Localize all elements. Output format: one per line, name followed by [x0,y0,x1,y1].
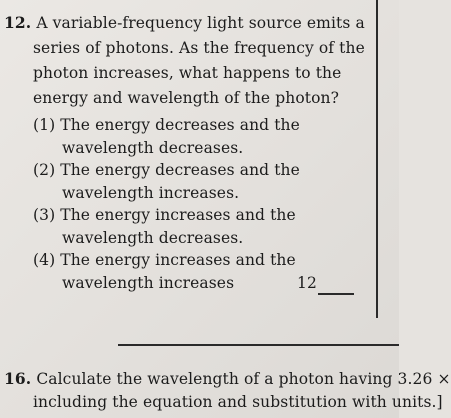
choice-3-line-2: wavelength decreases. [62,229,244,247]
choice-2-line-1: (2) The energy decreases and the [33,161,300,179]
choice-4-line-1: (4) The energy increases and the [33,251,296,269]
margin-rule [376,0,378,318]
question-12-stem-4: energy and wavelength of the photon? [33,89,340,107]
question-12-stem-3: photon increases, what happens to the [33,64,342,82]
question-12-line-1 [4,14,365,32]
question-12-stem-1: A variable-frequency light source emits a [36,14,365,32]
question-16-text-1: Calculate the wavelength of a photon having 3.26 × [36,370,451,388]
answer-12-blank[interactable] [318,293,354,295]
section-divider [118,344,399,346]
question-16-number: 16. [4,369,32,388]
choice-2-line-2: wavelength increases. [62,184,240,202]
question-12-stem-2: series of photons. As the frequency of the [33,39,365,57]
choice-3-line-1: (3) The energy increases and the [33,206,296,224]
choice-1-line-1: (1) The energy decreases and the [33,116,300,134]
question-16-text-2: including the equation and substitution with units.] [33,393,443,411]
answer-12-label: 12 [297,274,317,292]
choice-1-line-2: wavelength decreases. [62,139,244,157]
choice-4-line-2: wavelength increases [62,274,235,292]
question-16-line-1 [4,370,451,388]
question-12-number: 12. [4,13,32,32]
